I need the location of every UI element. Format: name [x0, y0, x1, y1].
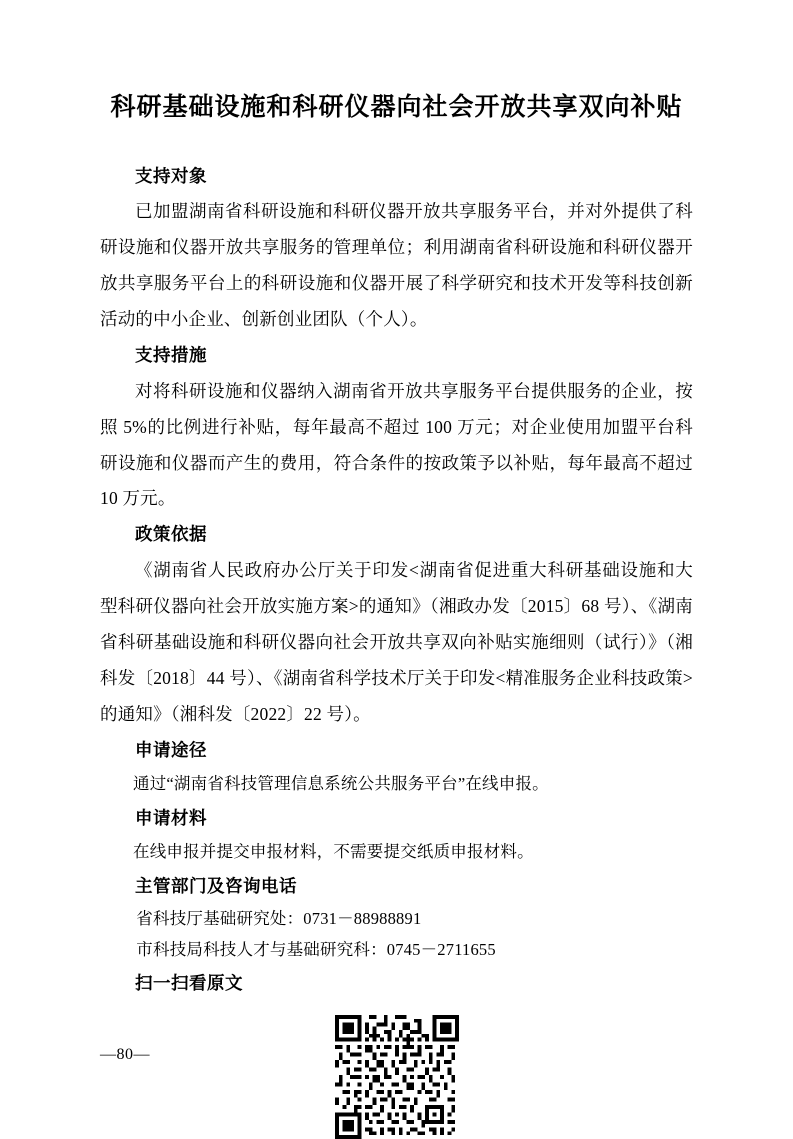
contact-line-municipal: 市科技局科技人才与基础研究科：0745－2711655 [100, 935, 693, 966]
section-heading-policy-basis: 政策依据 [100, 517, 693, 553]
document-body [100, 159, 693, 1139]
section-body-application-materials: 在线申报并提交申报材料，不需要提交纸质申报材料。 [100, 836, 693, 868]
section-body-support-measures: 对将科研设施和仪器纳入湖南省开放共享服务平台提供服务的企业，按照 5%的比例进行补贴，每年最高不超过 100 万元；对企业使用加盟平台科研设施和仪器而产生的费用，符合条件的按政策予以补贴，每年最高不超过 10 万元。 [100, 374, 693, 518]
section-heading-qr: 扫一扫看原文 [100, 966, 693, 1002]
page-number: —80— [100, 1046, 150, 1064]
section-heading-application-channel: 申请途径 [100, 733, 693, 769]
qr-code-container [100, 1015, 693, 1139]
section-body-support-target: 已加盟湖南省科研设施和科研仪器开放共享服务平台，并对外提供了科研设施和仪器开放共享服务的管理单位；利用湖南省科研设施和科研仪器开放共享服务平台上的科研设施和仪器开展了科学研究和技术开发等科技创新活动的中小企业、创新创业团队（个人）。 [100, 194, 693, 338]
contact-line-provincial: 省科技厅基础研究处：0731－88988891 [100, 904, 693, 935]
qr-code-icon [335, 1015, 459, 1139]
section-body-policy-basis: 《湖南省人民政府办公厅关于印发<湖南省促进重大科研基础设施和大型科研仪器向社会开放实施方案>的通知》（湘政办发〔2015〕68 号）、《湖南省科研基础设施和科研仪器向社会开放共享双向补贴实施细则（试行）》（湘科发〔2018〕44 号）、《湖南省科学技术厅关于印发<精准服务企业科技政策>的通知》（湘科发〔2022〕22 号）。 [100, 553, 693, 732]
page-title: 科研基础设施和科研仪器向社会开放共享双向补贴 [100, 0, 693, 125]
section-heading-application-materials: 申请材料 [100, 801, 693, 837]
section-heading-support-measures: 支持措施 [100, 338, 693, 374]
section-heading-support-target: 支持对象 [100, 159, 693, 195]
section-body-application-channel: 通过“湖南省科技管理信息系统公共服务平台”在线申报。 [100, 768, 693, 800]
section-heading-contact: 主管部门及咨询电话 [100, 869, 693, 905]
